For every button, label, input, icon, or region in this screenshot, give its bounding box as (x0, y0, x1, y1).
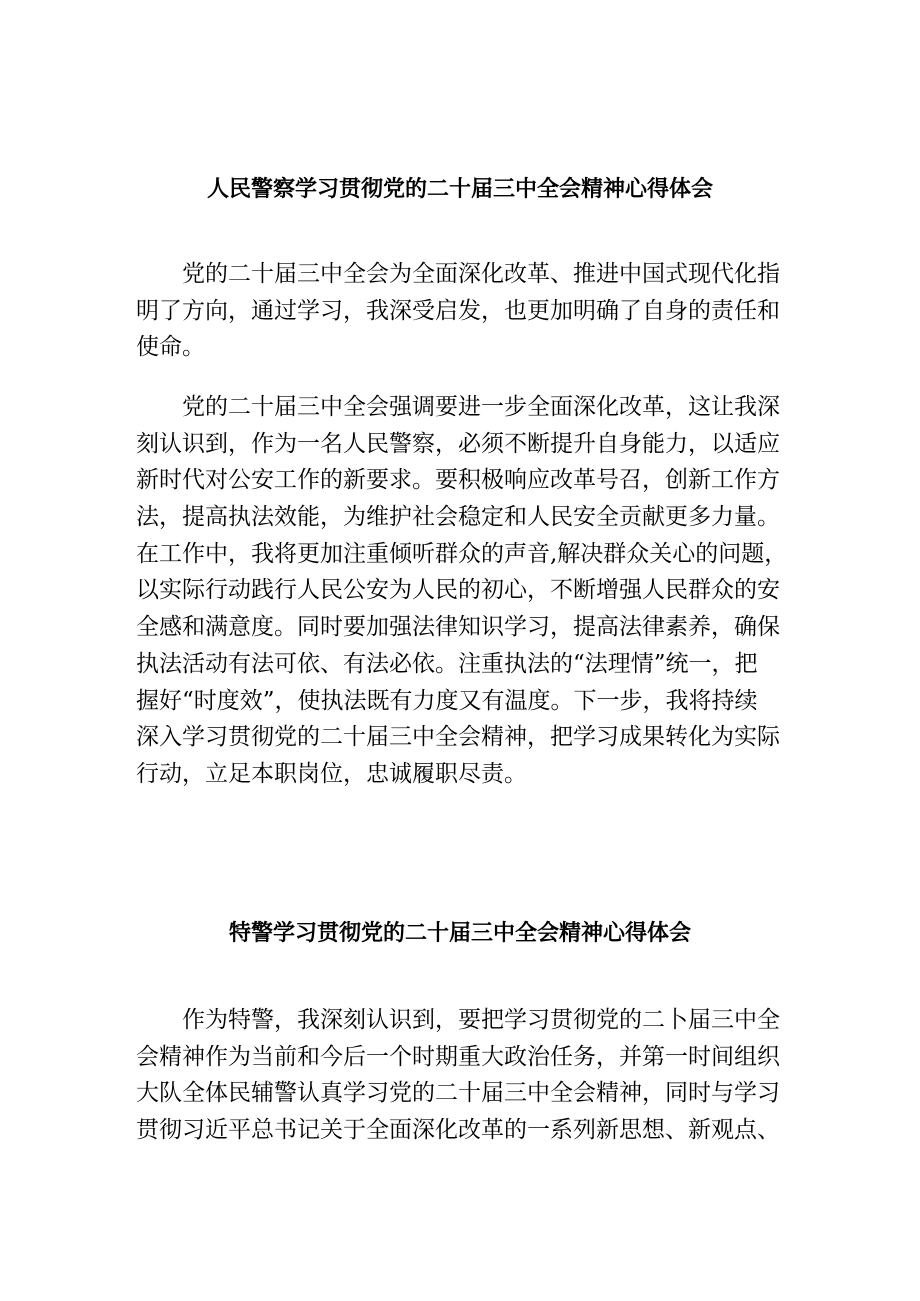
text-line: 全感和满意度。同时要加强法律知识学习，提高法律素养，确保 (136, 614, 780, 641)
text-line: 会精神作为当前和今后一个时期重大政治任务，并第一时间组织 (136, 1043, 780, 1070)
text-line: 以实际行动践行人民公安为人民的初心，不断增强人民群众的安 (136, 577, 780, 604)
text-line: 执法活动有法可依、有法必依。注重执法的“法理情”统一，把 (136, 650, 758, 677)
text-line: 党的二十届三中全会为全面深化改革、推进中国式现代化指 (136, 261, 780, 287)
text-line: 深入学习贯彻党的二十届三中全会精神，把学习成果转化为实际 (136, 724, 780, 751)
text-line: 法，提高执法效能，为维护社会稳定和人民安全贡献更多力量。 (136, 504, 780, 531)
text-line: 新时代对公安工作的新要求。要积极响应改革号召，创新工作方 (136, 467, 780, 494)
text-line: 握好“时度效”，使执法既有力度又有温度。下一步，我将持续 (136, 687, 758, 714)
section1-title: 人民警察学习贯彻党的二十届三中全会精神心得体会 (206, 177, 713, 202)
text-line: 刻认识到，作为一名人民警察，必须不断提升自身能力，以适应 (136, 430, 780, 457)
text-line: 党的二十届三中全会强调要进一步全面深化改革，这让我深 (136, 394, 780, 420)
section1-paragraph2 (136, 389, 786, 793)
section1-paragraph1 (136, 256, 786, 366)
section2-title: 特警学习贯彻党的二十届三中全会精神心得体会 (228, 921, 691, 946)
text-line: 大队全体民辅警认真学习党的二十届三中全会精神，同时与学习 (136, 1080, 780, 1107)
text-line: 行动，立足本职岗位，忠诚履职尽责。 (136, 760, 527, 787)
text-line: 使命。 (136, 334, 205, 361)
text-line: 在工作中，我将更加注重倾听群众的声音,解决群众关心的问题， (136, 540, 788, 567)
section2-paragraph1 (136, 1002, 786, 1149)
text-line: 作为特警，我深刻认识到，要把学习贯彻党的二卜届三中全 (136, 1007, 780, 1033)
text-line: 贯彻习近平总书记关于全面深化改革的一系列新思想、新观点、 (136, 1117, 780, 1144)
text-line: 明了方向，通过学习，我深受启发，也更加明确了自身的责任和 (136, 297, 780, 324)
